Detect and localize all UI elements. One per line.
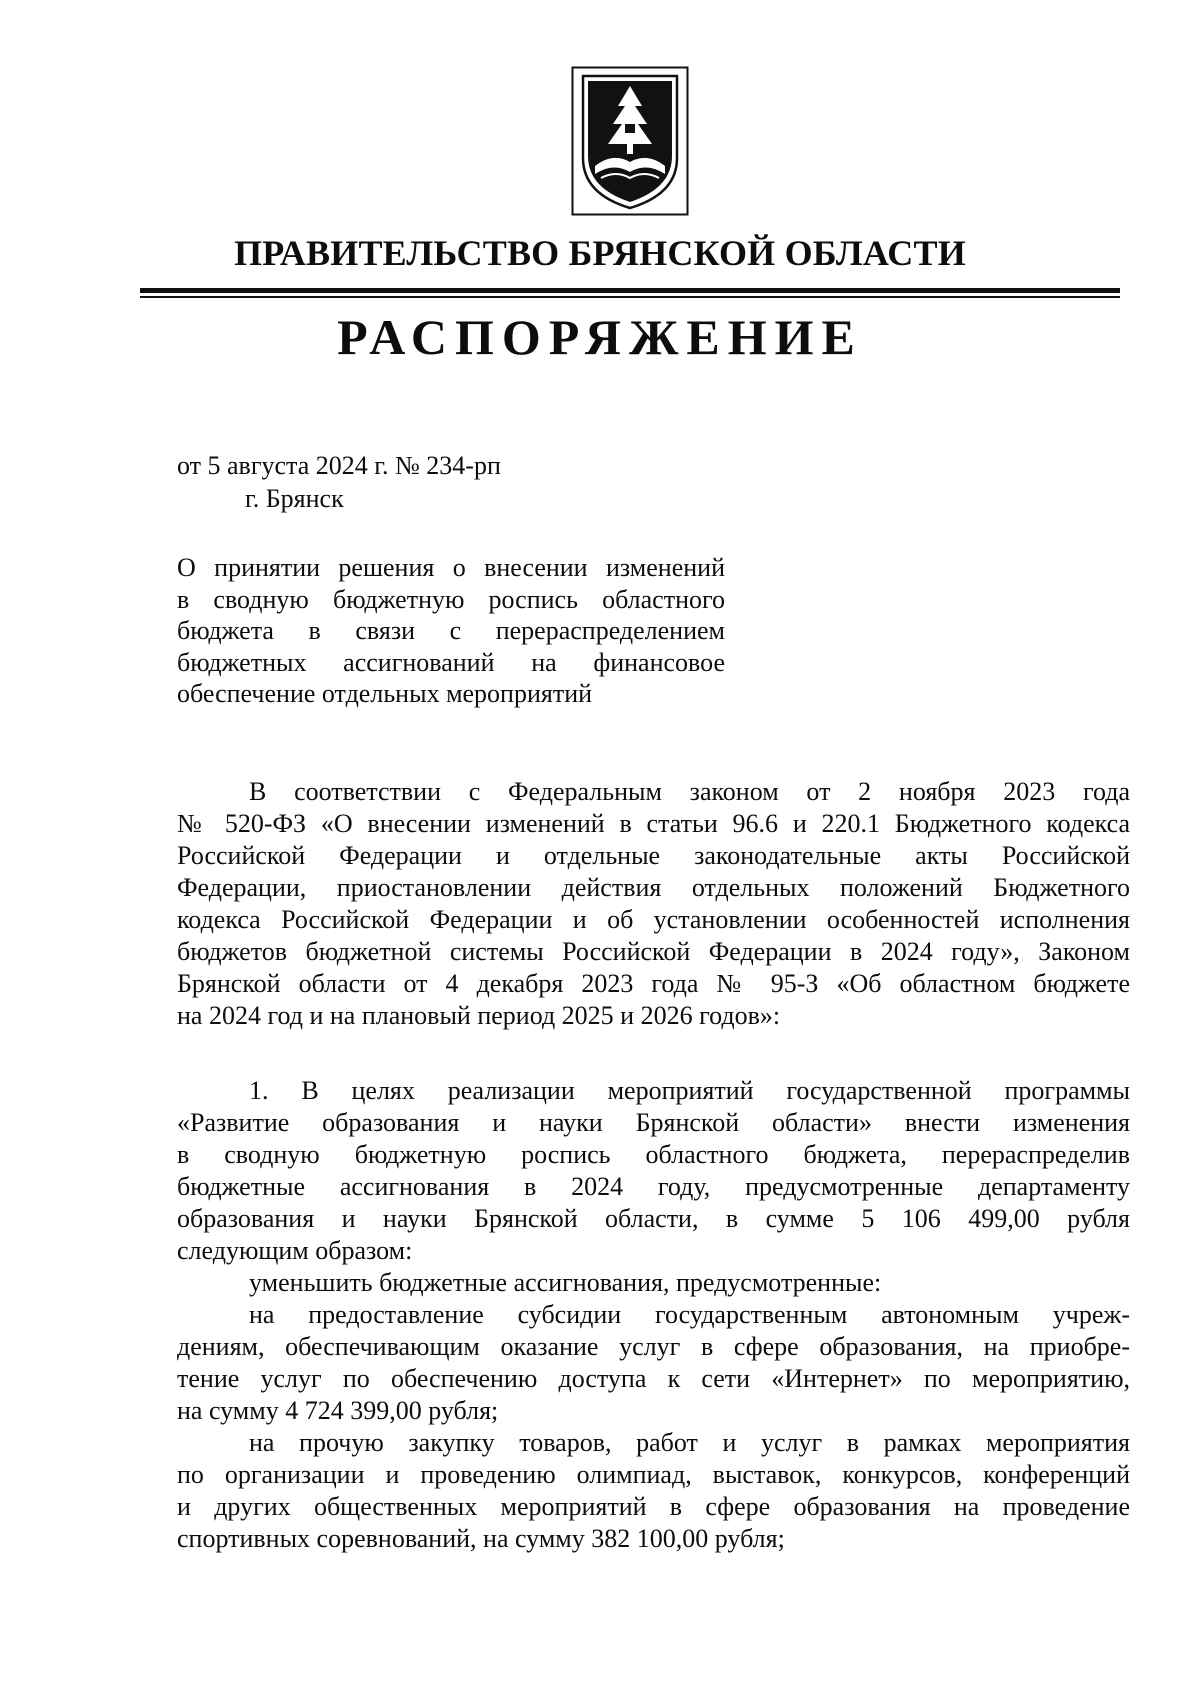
subject-line: в сводную бюджетную роспись областного — [177, 584, 725, 614]
coat-of-arms-emblem — [571, 66, 689, 216]
document-type-heading: РАСПОРЯЖЕНИЕ — [337, 309, 863, 365]
body-line: 1. В целях реализации мероприятий государственной программы — [249, 1076, 1130, 1105]
body-line: уменьшить бюджетные ассигнования, предусмотренные: — [249, 1268, 882, 1297]
body-line: на прочую закупку товаров, работ и услуг в рамках мероприятия — [249, 1428, 1130, 1457]
body-line: на 2024 год и на плановый период 2025 и 2026 годов»: — [177, 1001, 781, 1030]
body-line: кодекса Российской Федерации и об установлении особенностей исполнения — [177, 905, 1130, 934]
header-divider-thin — [140, 296, 1120, 298]
body-line: Брянской области от 4 декабря 2023 года № 95-З «Об областном бюджете — [177, 969, 1130, 998]
document-subject — [177, 552, 725, 710]
clause-1-paragraph — [177, 1075, 1130, 1555]
body-line: по организации и проведению олимпиад, выставок, конкурсов, конференций — [177, 1460, 1130, 1489]
body-line: спортивных соревнований, на сумму 382 100,00 рубля; — [177, 1524, 785, 1553]
document-city: г. Брянск — [245, 484, 344, 513]
body-line: на сумму 4 724 399,00 рубля; — [177, 1396, 499, 1425]
subject-line: бюджета в связи с перераспределением — [177, 616, 725, 645]
body-line: дениям, обеспечивающим оказание услуг в сфере образования, на приобре- — [177, 1332, 1130, 1361]
body-line: в сводную бюджетную роспись областного бюджета, перераспределив — [177, 1140, 1130, 1169]
subject-line: О принятии решения о внесении изменений — [177, 553, 725, 582]
subject-line: бюджетных ассигнований на финансовое — [177, 647, 725, 677]
preamble-paragraph — [177, 776, 1130, 1032]
body-line: и других общественных мероприятий в сфере образования на проведение — [177, 1492, 1130, 1521]
body-line: № 520-ФЗ «О внесении изменений в статьи 96.6 и 220.1 Бюджетного кодекса — [177, 809, 1130, 838]
body-line: на предоставление субсидии государственным автономным учреж- — [249, 1300, 1130, 1329]
body-line: В соответствии с Федеральным законом от 2 ноября 2023 года — [249, 777, 1130, 806]
body-line: следующим образом: — [177, 1236, 413, 1265]
body-line: бюджетные ассигнования в 2024 году, предусмотренные департаменту — [177, 1172, 1130, 1201]
body-line: «Развитие образования и науки Брянской области» внести изменения — [177, 1108, 1130, 1137]
body-line: образования и науки Брянской области, в сумме 5 106 499,00 рубля — [177, 1204, 1130, 1233]
body-line: Федерации, приостановлении действия отдельных положений Бюджетного — [177, 873, 1130, 902]
header-divider-thick — [140, 288, 1120, 293]
body-line: тение услуг по обеспечению доступа к сети «Интернет» по мероприятию, — [177, 1364, 1130, 1393]
body-line: бюджетов бюджетной системы Российской Федерации в 2024 году», Законом — [177, 937, 1130, 966]
body-line: Российской Федерации и отдельные законодательные акты Российской — [177, 841, 1130, 870]
document-date-number: от 5 августа 2024 г. № 234-рп — [177, 451, 501, 480]
subject-line: обеспечение отдельных мероприятий — [177, 679, 593, 708]
government-title: ПРАВИТЕЛЬСТВО БРЯНСКОЙ ОБЛАСТИ — [234, 233, 966, 273]
